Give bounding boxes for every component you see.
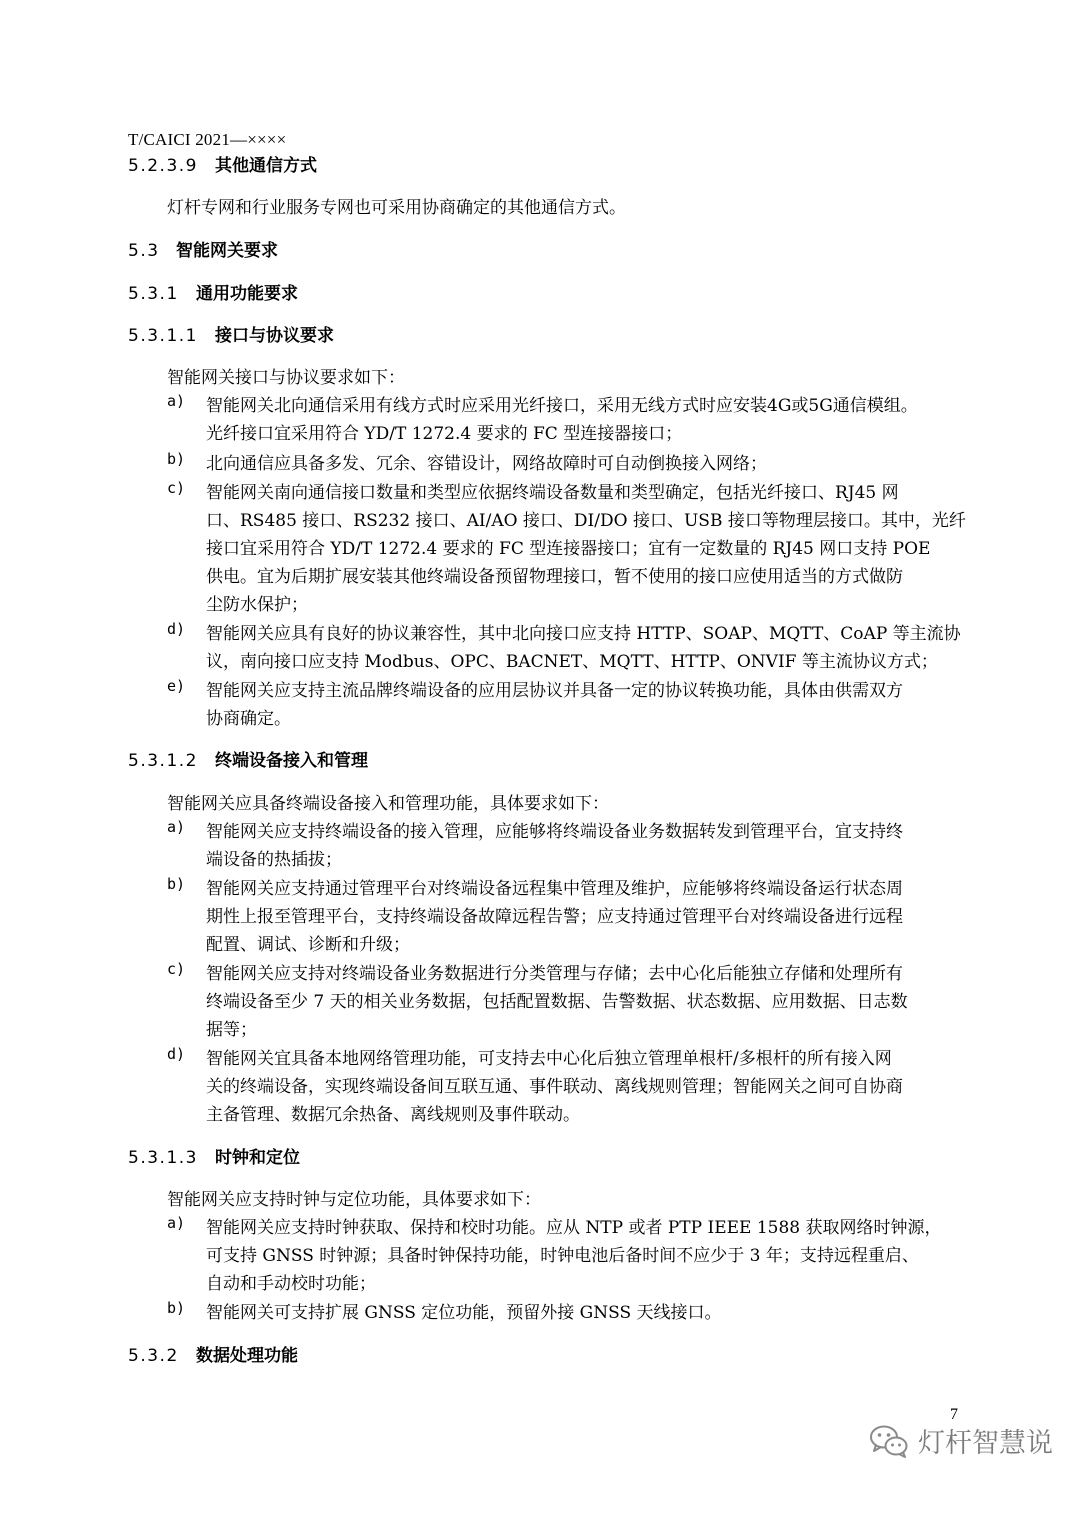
list-item-line: 智能网关应支持对终端设备业务数据进行分类管理与存储；去中心化后能独立存储和处理所有: [206, 964, 903, 984]
wechat-icon: [868, 1423, 910, 1459]
watermark-text: 灯杆智慧说: [918, 1428, 1053, 1459]
list-item-line: 智能网关应支持时钟获取、保持和校时功能。应从 NTP 或者 PTP IEEE 1588 获取网络时钟源，: [206, 1218, 942, 1238]
list-item-line: 智能网关应支持主流品牌终端设备的应用层协议并具备一定的协议转换功能，具体由供需双方: [206, 681, 903, 701]
list-marker: b): [167, 1299, 186, 1317]
section-title: 数据处理功能: [196, 1346, 298, 1366]
list-item-line: 主备管理、数据冗余热备、离线规则及事件联动。: [206, 1105, 580, 1125]
list-item-line: 自动和手动校时功能；: [206, 1274, 376, 1294]
section-heading: [128, 746, 368, 771]
section-title: 其他通信方式: [215, 156, 317, 176]
list-item-line: 口、RS485 接口、RS232 接口、AI/AO 接口、DI/DO 接口、USB 接口等物理层接口。其中，光纤: [206, 511, 966, 531]
paragraph: 智能网关接口与协议要求如下：: [167, 368, 405, 388]
section-title: 智能网关要求: [176, 241, 278, 261]
list-marker: a): [167, 1214, 186, 1232]
section-heading: [128, 236, 278, 261]
list-item-line: 终端设备至少 7 天的相关业务数据，包括配置数据、告警数据、状态数据、应用数据、日志数: [206, 992, 908, 1012]
list-item-line: 智能网关可支持扩展 GNSS 定位功能，预留外接 GNSS 天线接口。: [206, 1303, 722, 1323]
section-heading: [128, 321, 334, 346]
section-title: 接口与协议要求: [215, 326, 334, 346]
list-item-line: 尘防水保护；: [206, 595, 308, 615]
list-marker: b): [167, 450, 186, 468]
list-item-line: 智能网关北向通信采用有线方式时应采用光纤接口，采用无线方式时应安装4G或5G通信模组。: [206, 396, 918, 416]
section-number: 5.3.1.3: [128, 1148, 198, 1168]
section-number: 5.2.3.9: [128, 156, 198, 176]
list-marker: c): [167, 479, 186, 497]
list-marker: a): [167, 818, 186, 836]
list-item-line: 智能网关应具有良好的协议兼容性，其中北向接口应支持 HTTP、SOAP、MQTT、CoAP 等主流协: [206, 624, 961, 644]
list-marker: d): [167, 1045, 186, 1063]
list-marker: a): [167, 392, 186, 410]
list-item-line: 智能网关南向通信接口数量和类型应依据终端设备数量和类型确定，包括光纤接口、RJ45 网: [206, 483, 899, 503]
section-title: 通用功能要求: [196, 284, 298, 304]
list-marker: c): [167, 960, 186, 978]
section-title: 时钟和定位: [215, 1148, 300, 1168]
list-item-line: 据等；: [206, 1020, 257, 1040]
list-item-line: 协商确定。: [206, 709, 291, 729]
section-heading: [128, 1341, 298, 1366]
list-marker: b): [167, 875, 186, 893]
section-number: 5.3.1.2: [128, 751, 198, 771]
list-item-line: 北向通信应具备多发、冗余、容错设计，网络故障时可自动倒换接入网络；: [206, 454, 767, 474]
list-item-line: 智能网关应支持终端设备的接入管理，应能够将终端设备业务数据转发到管理平台，宜支持终: [206, 822, 903, 842]
list-item-line: 供电。宜为后期扩展安装其他终端设备预留物理接口，暂不使用的接口应使用适当的方式做防: [206, 567, 903, 587]
list-item-line: 端设备的热插拔；: [206, 850, 342, 870]
section-number: 5.3.2: [128, 1346, 179, 1366]
list-item-line: 议，南向接口应支持 Modbus、OPC、BACNET、MQTT、HTTP、ONVIF 等主流协议方式；: [206, 652, 938, 672]
list-marker: e): [167, 677, 186, 695]
list-item-line: 关的终端设备，实现终端设备间互联互通、事件联动、离线规则管理；智能网关之间可自协商: [206, 1077, 903, 1097]
section-number: 5.3.1.1: [128, 326, 198, 346]
list-marker: d): [167, 620, 186, 638]
section-number: 5.3.1: [128, 284, 179, 304]
section-heading: [128, 151, 317, 176]
paragraph: 灯杆专网和行业服务专网也可采用协商确定的其他通信方式。: [167, 198, 626, 218]
page-number: 7: [950, 1406, 958, 1423]
paragraph: 智能网关应具备终端设备接入和管理功能，具体要求如下：: [167, 794, 609, 814]
list-item-line: 光纤接口宜采用符合 YD/T 1272.4 要求的 FC 型连接器接口；: [206, 424, 683, 444]
list-item-line: 接口宜采用符合 YD/T 1272.4 要求的 FC 型连接器接口；宜有一定数量的 RJ45 网口支持 POE: [206, 539, 931, 559]
paragraph: 智能网关应支持时钟与定位功能，具体要求如下：: [167, 1190, 541, 1210]
section-title: 终端设备接入和管理: [215, 751, 368, 771]
document-header: T/CAICI 2021—××××: [128, 130, 287, 149]
watermark: [868, 1421, 1053, 1460]
list-item-line: 可支持 GNSS 时钟源；具备时钟保持功能，时钟电池后备时间不应少于 3 年；支持远程重启、: [206, 1246, 919, 1266]
section-heading: [128, 1143, 300, 1168]
list-item-line: 配置、调试、诊断和升级；: [206, 935, 410, 955]
list-item-line: 智能网关应支持通过管理平台对终端设备远程集中管理及维护，应能够将终端设备运行状态周: [206, 879, 903, 899]
section-number: 5.3: [128, 241, 160, 261]
section-heading: [128, 279, 298, 304]
list-item-line: 智能网关宜具备本地网络管理功能，可支持去中心化后独立管理单根杆/多根杆的所有接入网: [206, 1049, 892, 1069]
list-item-line: 期性上报至管理平台，支持终端设备故障远程告警；应支持通过管理平台对终端设备进行远程: [206, 907, 903, 927]
